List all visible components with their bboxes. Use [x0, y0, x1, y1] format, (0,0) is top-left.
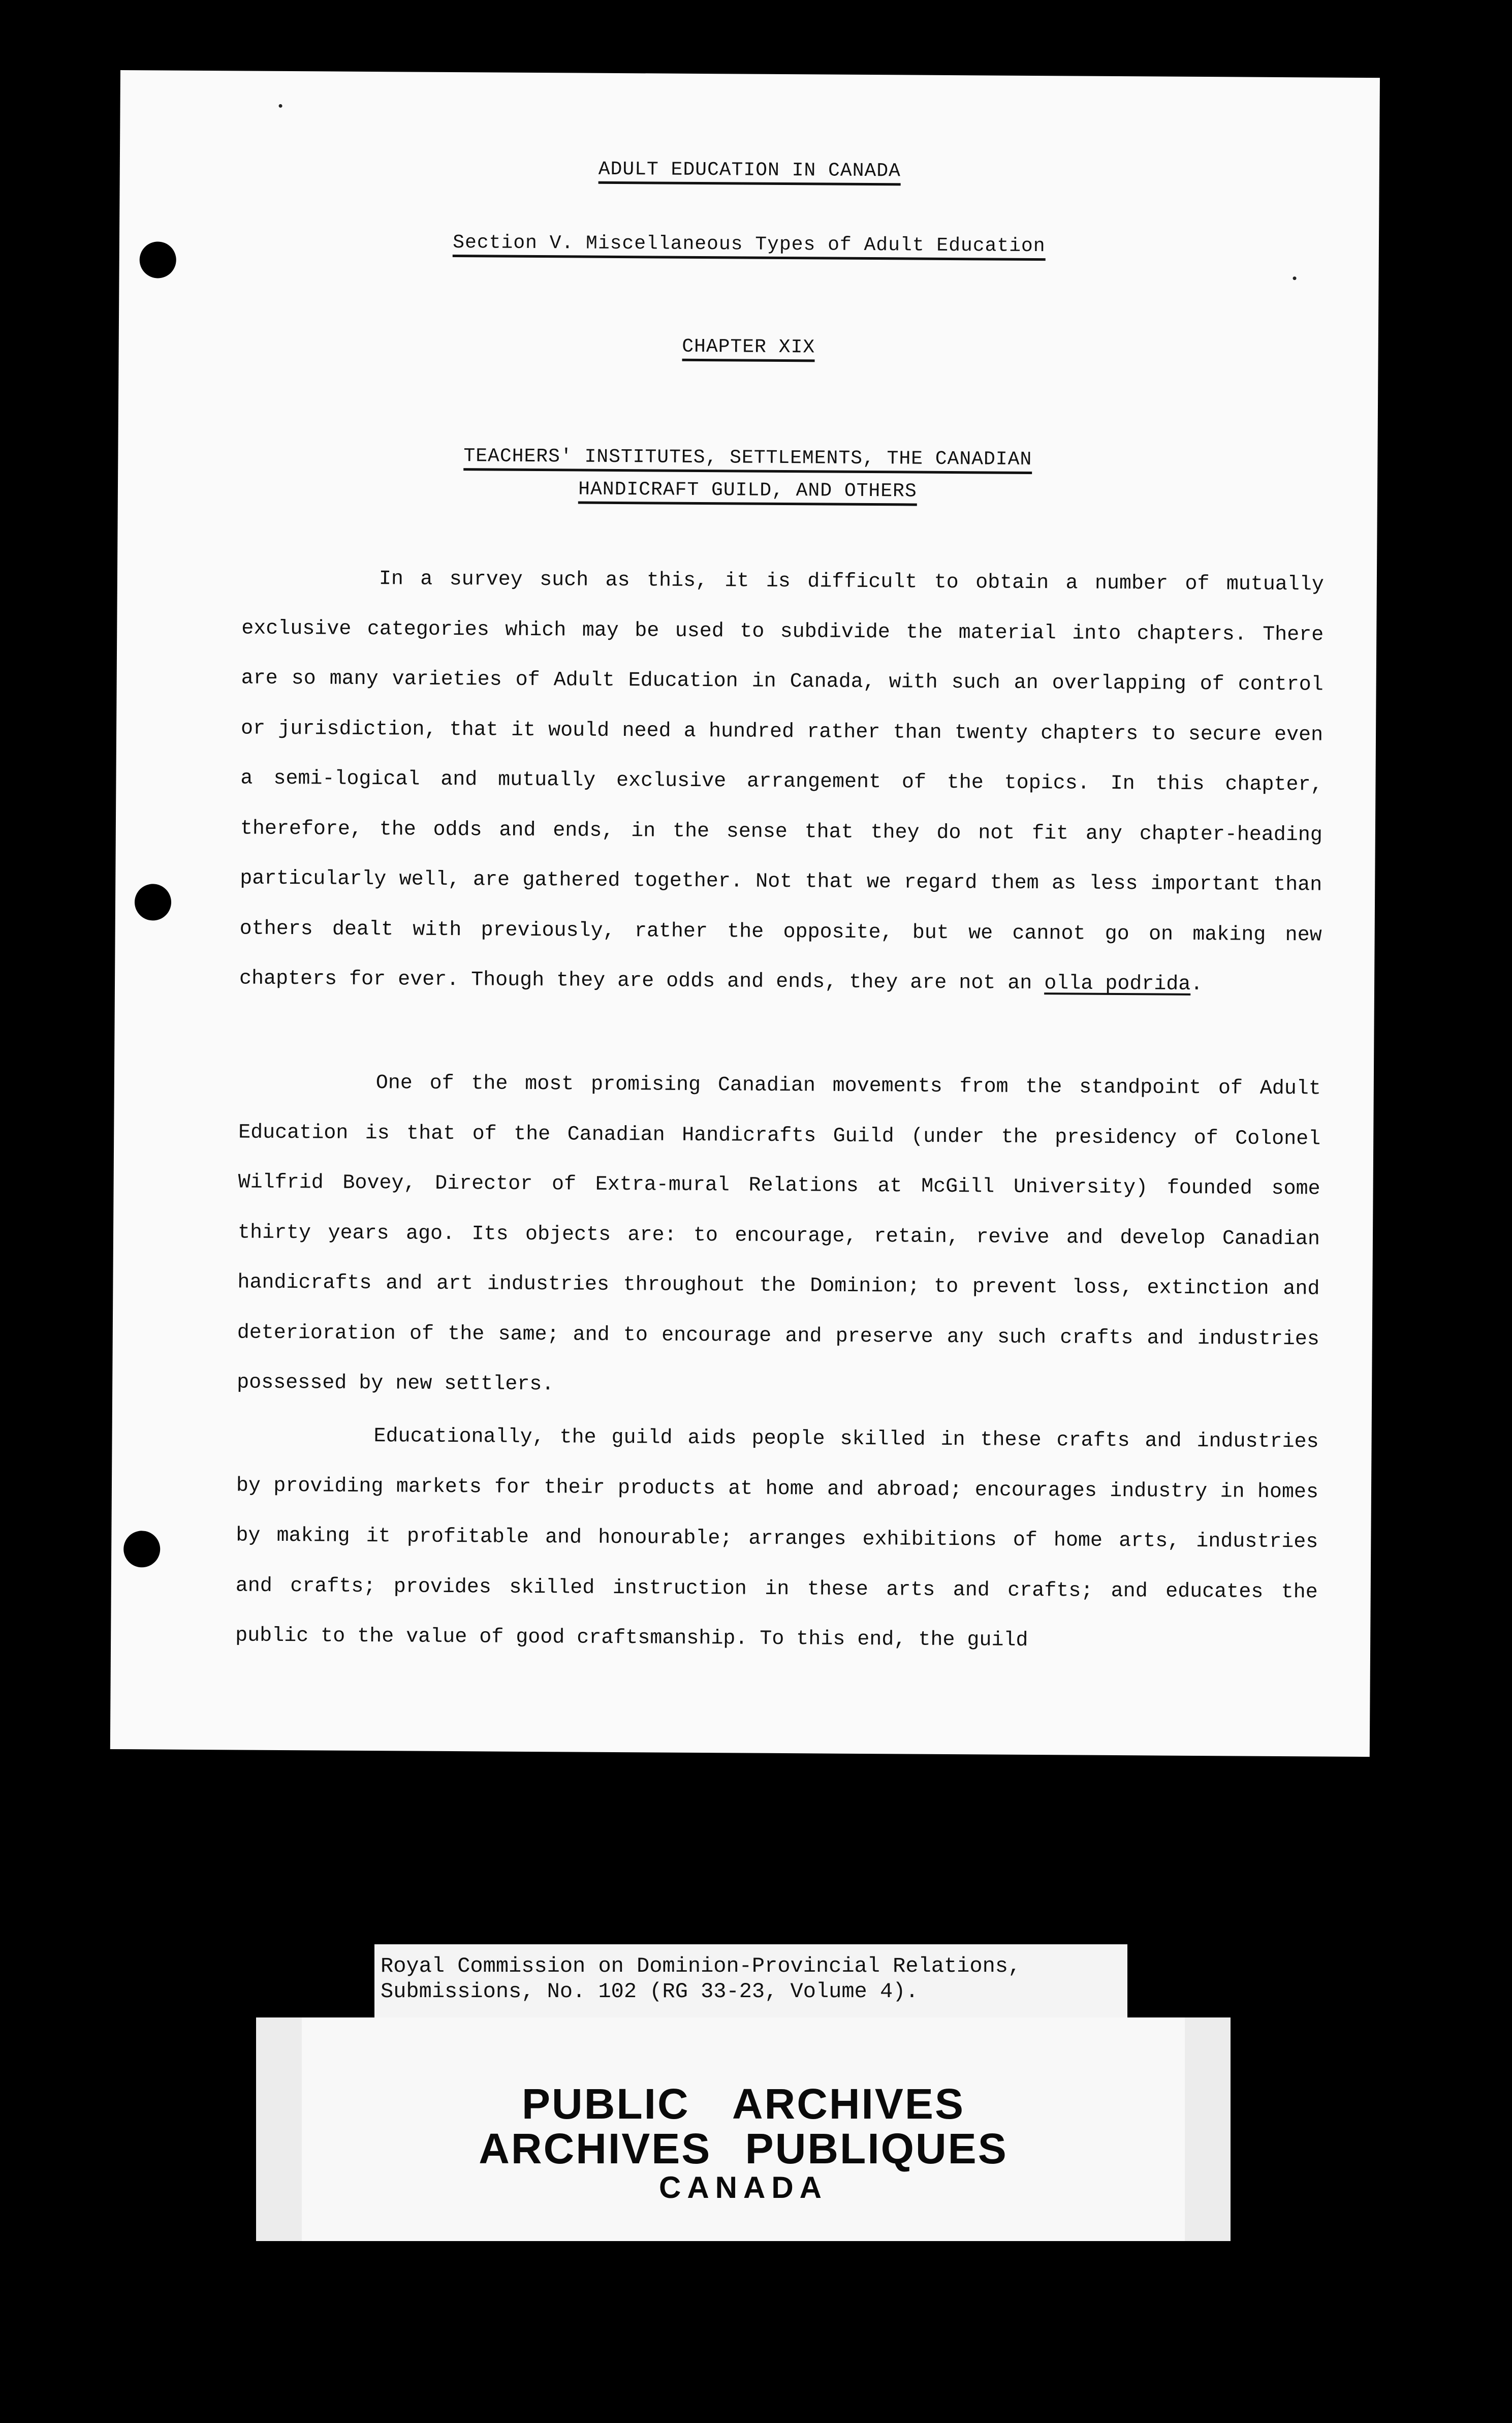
paragraph: Educationally, the guild aids people skilled in these crafts and industries by providing markets for their products at home and abroad; encourages industry in homes by making it profitable and honourable; arranges exhibitions of home arts, industries and crafts; provides skilled instruction in these arts and crafts; and educates the public to the value of good craftsmanship. To this end, the guild: [235, 1425, 1319, 1652]
chapter-title: TEACHERS' INSTITUTES, SETTLEMENTS, THE CANADIAN HANDICRAFT GUILD, AND OTHERS: [118, 438, 1378, 511]
punch-hole: [123, 1531, 160, 1567]
punch-hole: [135, 884, 171, 920]
paragraph: One of the most promising Canadian movements from the standpoint of Adult Education is that of the Canadian Handicrafts Guild (under the presidency of Colonel Wilfrid Bovey, Director of Extra-mural Relations at McGill University) founded some thirty years ago. Its objects are: to encourage, retain, revive and develop Canadian handicrafts and art industries throughout the Dominion; to prevent loss, extinction and deterioration of the same; and to encourage and preserve any such crafts and industries possessed by new settlers.: [237, 1072, 1321, 1396]
foreign-term: olla podrida: [1044, 972, 1191, 996]
document-page: [110, 70, 1380, 1757]
paper-speck: [1293, 276, 1297, 280]
chapter-heading: CHAPTER XIX: [119, 332, 1378, 362]
archive-reference-slip: [374, 1944, 1127, 2021]
stamp-line: ARCHIVES PUBLIQUES: [479, 2125, 1008, 2172]
stamp-line: CANADA: [659, 2170, 828, 2204]
archive-stamp: [256, 2017, 1231, 2241]
archive-slip-line: Submissions, No. 102 (RG 33-23, Volume 4).: [381, 1979, 919, 2004]
paper-speck: [279, 104, 282, 108]
archive-slip-line: Royal Commission on Dominion-Provincial Relations,: [381, 1954, 1021, 1978]
section-heading: Section V. Miscellaneous Types of Adult Education: [119, 230, 1379, 259]
document-title: ADULT EDUCATION IN CANADA: [120, 156, 1379, 185]
paragraph: In a survey such as this, it is difficult to obtain a number of mutually exclusive categories which may be used to subdivide the material into chapters. There are so many varieties of Adult Education in Canada, with such an overlapping of control or jurisdiction, that it would need a hundred rather than twenty chapters to secure even a semi-logical and mutually exclusive arrangement of the topics. In this chapter, therefore, the odds and ends, in the sense that they do not fit any chapter-heading particularly well, are gathered together. Not that we regard them as less important than others dealt with previously, rather the opposite, but we cannot go on making new chapters for ever. Though they are odds and ends, they are not an olla podrida.: [239, 568, 1324, 997]
stamp-line: PUBLIC ARCHIVES: [522, 2080, 965, 2128]
